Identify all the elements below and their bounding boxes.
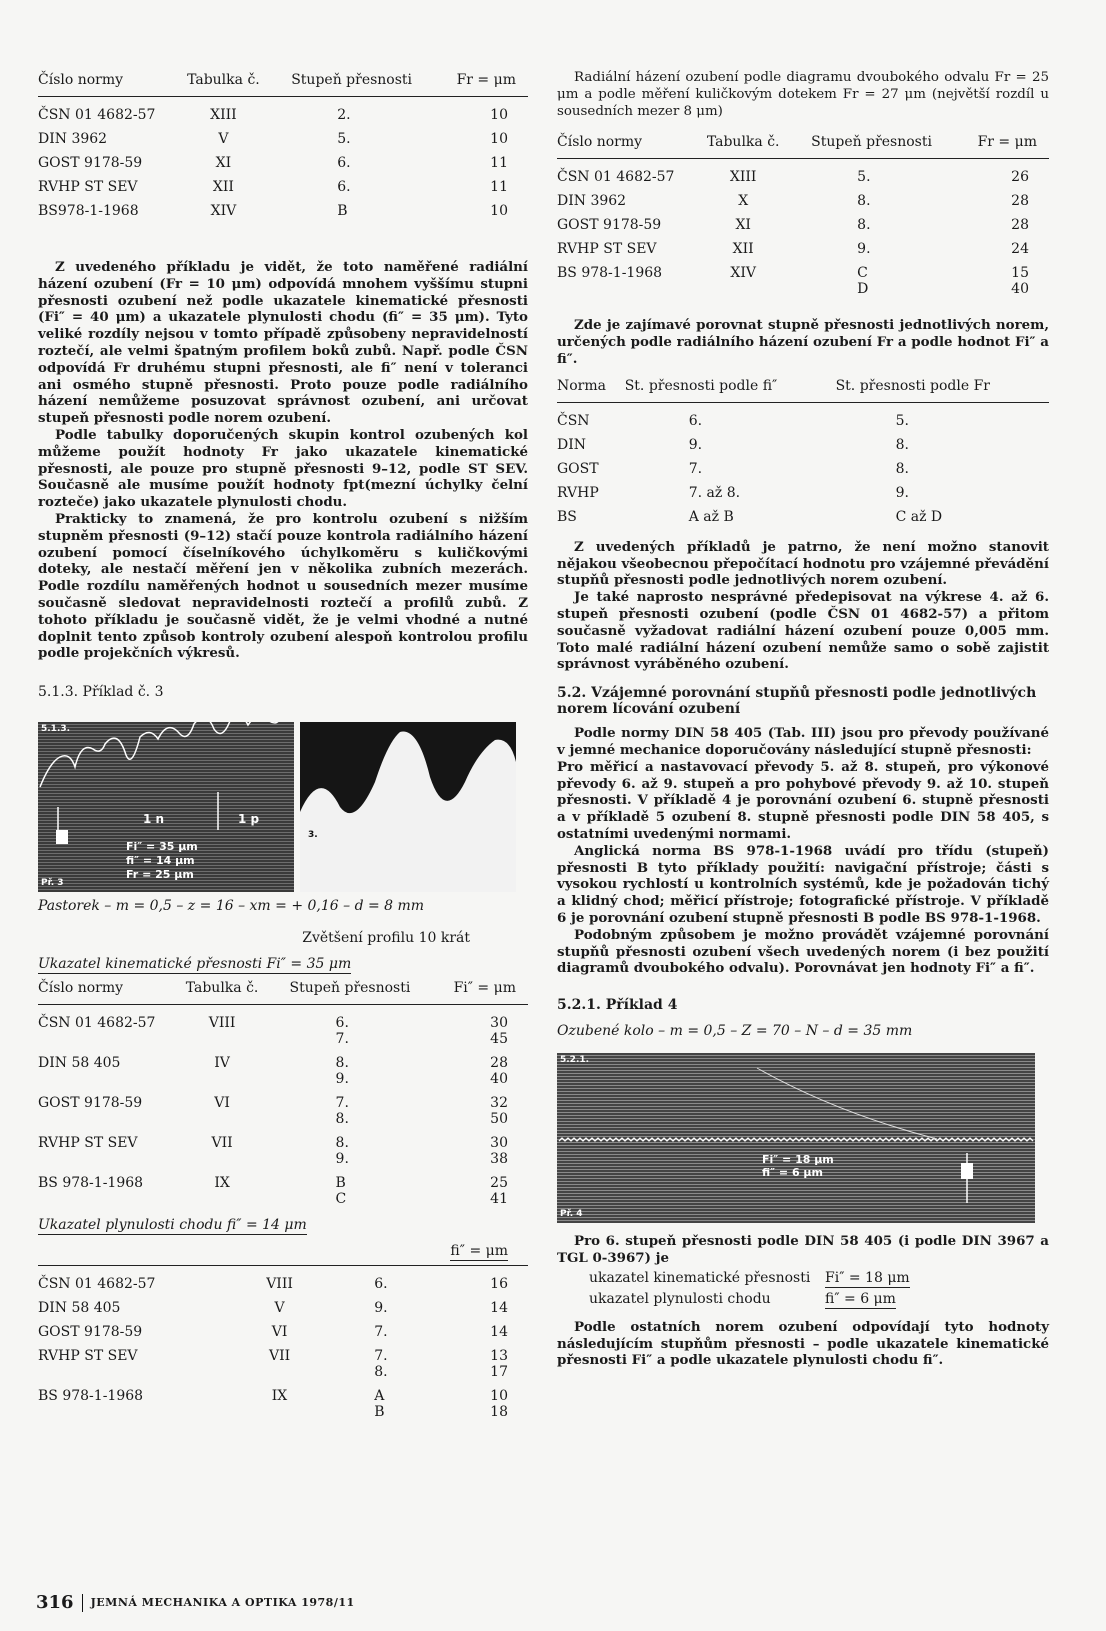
right-table-compare: [557, 376, 1049, 529]
cell: 9.: [374, 1300, 388, 1317]
cell: 30 45: [490, 1015, 508, 1048]
cell: B: [337, 203, 348, 219]
cell: ČSN: [557, 412, 590, 429]
cell: 6.: [337, 155, 351, 171]
cell: A B: [374, 1388, 385, 1421]
table-row: [557, 505, 1049, 529]
cell: 10: [490, 107, 508, 123]
left-table-kinematic: [38, 978, 528, 1211]
table-row: [557, 402, 1049, 433]
figure-caption: Pastorek – m = 0,5 – z = 16 – xm = + 0,16 – d = 8 mm: [38, 898, 425, 915]
plyn-value-row: [589, 1291, 1049, 1309]
cell: BS 978-1-1968: [557, 265, 663, 282]
cell: RVHP ST SEV: [557, 241, 657, 258]
paragraph: Z uvedeného příkladu je vidět, že toto naměřené radiální házení ozubení (Fr = 10 μm) odpovídá mnohem vyššímu stupni přesnosti ozubení než podle ukazatele kinematické přesnosti (Fi″ = 40 μm) a ukazatele plynulosti chodu (fi″ = 35 μm). Tyto veliké rozdíly nejsou v tomto případě způsobeny nepravidelností roztečí, ale velmi špatným profilem boků zubů. Např. podle ČSN odpovídá Fr druhému stupni přesnosti, ale fi″ není v toleranci ani osmého stupně přesnosti. Proto pouze podle radiálního házení nemůžeme posuzovat správnost ozubení, ani určovat stupeň přesnosti podle norem ozubení.: [38, 259, 528, 427]
cell: DIN 58 405: [38, 1055, 121, 1072]
figure-caption: Ozubené kolo – m = 0,5 – Z = 70 – N – d = 35 mm: [557, 1023, 913, 1040]
cell: V: [218, 131, 229, 147]
plyn-label: Ukazatel plynulosti chodu fi″ = 14 μm: [38, 1217, 307, 1234]
cell: B C: [335, 1175, 347, 1208]
paragraph: Podle normy DIN 58 405 (Tab. III) jsou pro převody používané v jemné mechanice doporučovány následující stupně přesnosti:: [557, 725, 1049, 758]
cell: VI: [214, 1095, 230, 1112]
cell: 7. až 8.: [688, 484, 741, 501]
cell: 5.: [337, 131, 351, 147]
col-header: St. přesnosti podle Fr: [836, 376, 1049, 403]
col-header: Tabulka č.: [699, 132, 787, 159]
col-header: Stupeň přesnosti: [787, 132, 962, 159]
kin-row-value: Fi″ = 18 μm: [825, 1269, 910, 1286]
magazine-name: JEMNÁ MECHANIKA A OPTIKA 1978/11: [90, 1596, 355, 1609]
table-row: [557, 481, 1049, 505]
cell: 7.: [374, 1324, 388, 1341]
cell: 9.: [895, 484, 909, 501]
cell: 8. 9.: [335, 1055, 349, 1088]
cell: BS978-1-1968: [38, 203, 139, 219]
cell: 14: [490, 1324, 508, 1341]
cell: 11: [490, 179, 508, 195]
table-row: [38, 151, 528, 175]
table-row: [557, 457, 1049, 481]
col-header: Stupeň přesnosti: [266, 978, 439, 1005]
cell: 6.: [337, 179, 351, 195]
cell: VIII: [208, 1015, 236, 1032]
cell: 28 40: [490, 1055, 508, 1088]
table-row: [38, 175, 528, 199]
cell: ČSN 01 4682-57: [38, 1276, 156, 1293]
cell: VII: [268, 1348, 291, 1365]
cell: 32 50: [490, 1095, 508, 1128]
cell: ČSN 01 4682-57: [557, 169, 675, 186]
cell: X: [738, 193, 749, 210]
cell: 11: [490, 155, 508, 171]
cell: 25 41: [490, 1175, 508, 1208]
section-heading: 5.2.1. Příklad 4: [557, 997, 678, 1014]
table-row: [38, 1005, 528, 1052]
cell: 6. 7.: [335, 1015, 349, 1048]
col-header: Číslo normy: [557, 132, 699, 159]
page-footer: [36, 1592, 355, 1613]
paragraph: Podobným způsobem je možno provádět vzájemné porovnání stupňů přesnosti ozubení všech uvedených norem (i bez použití diagramů dvoubokého odvalu). Porovnávat jen hodnoty Fi″ a fi″.: [557, 926, 1049, 977]
cell: GOST 9178-59: [38, 1324, 143, 1341]
col-header: Tabulka č.: [180, 70, 268, 97]
cell: 10: [490, 131, 508, 147]
cell: XIV: [730, 265, 756, 282]
left-table-smoothness: [38, 1265, 528, 1424]
paragraph: Z uvedených příkladů je patrno, že není možno stanovit nějakou všeobecnou přepočítací hodnotu pro vzájemné převádění stupňů přesnosti podle jednotlivých norem ozubení.: [557, 538, 1049, 589]
cell: RVHP ST SEV: [38, 1348, 138, 1365]
paragraph: Je také naprosto nesprávné předepisovat na výkrese 4. až 6. stupeň přesnosti ozubení (podle ČSN 01 4682-57) a přitom současně vyžadovat radiální házení ozubení pouze 0,005 mm. Toto malé radiální házení ozubení nemůže samo o sobě zajistit správnost vyráběného ozubení.: [557, 589, 1049, 673]
cell: XI: [735, 217, 751, 234]
cell: XIII: [210, 107, 237, 123]
section-heading: 5.2. Vzájemné porovnání stupňů přesnosti podle jednotlivých norem lícování ozubení: [557, 685, 1037, 718]
table-row: [38, 1131, 528, 1171]
figure-tag: 5.2.1.: [560, 1055, 590, 1066]
kin-row-label: ukazatel kinematické přesnosti: [589, 1269, 811, 1286]
table-label: [38, 956, 528, 972]
plyn-row-value: fi″ = 6 μm: [825, 1290, 896, 1307]
value-Fi: Fi″ = 35 μm: [126, 840, 198, 854]
col-header: Číslo normy: [38, 978, 179, 1005]
cell: DIN: [557, 436, 587, 453]
cell: BS 978-1-1968: [38, 1175, 144, 1192]
gear-teeth-svg: [300, 722, 516, 892]
cell: 10: [490, 203, 508, 219]
unit-label: fi″ = μm: [450, 1243, 508, 1260]
cell: V: [274, 1300, 285, 1317]
kin-label: Ukazatel kinematické přesnosti Fi″ = 35 μm: [38, 956, 352, 973]
table-row: [38, 1384, 528, 1424]
left-column: [38, 70, 528, 1424]
tooth-trace-svg: [557, 1053, 1035, 1223]
cell: GOST: [557, 460, 599, 477]
value-Fr: Fr = 25 μm: [126, 868, 194, 882]
cell: RVHP: [557, 484, 599, 501]
page-number: 316: [36, 1592, 74, 1613]
diagram-image-4: [557, 1053, 1035, 1223]
cell: 26: [1011, 169, 1029, 186]
col-header: Tabulka č.: [179, 978, 266, 1005]
paragraph: Podle tabulky doporučených skupin kontrol ozubených kol můžeme použít hodnoty Fr jako ukazatele kinematické přesnosti, ale pouze pro stupně přesnosti 9–12, podle ST SEV. Současně ale musíme použít hodnoty fpt(mezní úchylky čelní rozteče) jako ukazatele plynulosti chodu.: [38, 426, 528, 511]
cell: XII: [212, 179, 234, 195]
cell: DIN 58 405: [38, 1300, 121, 1317]
label-1p: 1 p: [238, 812, 260, 827]
table-row: [557, 261, 1049, 301]
table-row: [557, 213, 1049, 237]
cell: 13 17: [490, 1348, 508, 1381]
value-fi: fi″ = 14 μm: [126, 854, 195, 868]
cell: ČSN 01 4682-57: [38, 107, 156, 123]
cell: 16: [490, 1276, 508, 1293]
cell: XII: [732, 241, 754, 258]
photo-number: 3.: [308, 830, 318, 841]
table-row: [38, 1296, 528, 1320]
cell: XIII: [729, 169, 757, 186]
cell: 8.: [857, 193, 871, 210]
cell: C D: [857, 265, 869, 298]
cell: 8.: [857, 217, 871, 234]
kin-value-row: [589, 1270, 1049, 1288]
cell: 9.: [688, 436, 703, 453]
cell: XIV: [210, 203, 237, 219]
table-row: [557, 433, 1049, 457]
cell: 8.: [895, 460, 909, 477]
cell: 5.: [895, 412, 909, 429]
cell: 28: [1011, 217, 1029, 234]
table-row: [38, 1320, 528, 1344]
cell: XI: [215, 155, 232, 171]
cell: IX: [271, 1388, 288, 1405]
cell: 10 18: [490, 1388, 508, 1421]
figure-corner-tag: Př. 4: [560, 1209, 583, 1220]
figure-tag: 5.1.3.: [41, 724, 71, 735]
cell: 8.: [895, 436, 909, 453]
cell: VIII: [266, 1276, 293, 1293]
col-header: St. přesnosti podle fi″: [625, 376, 836, 403]
paragraph: Pro 6. stupeň přesnosti podle DIN 58 405 (i podle DIN 3967 a TGL 0-3967) je: [557, 1233, 1049, 1266]
cell: DIN 3962: [557, 193, 627, 210]
cell: C až D: [895, 508, 943, 525]
left-table-fr: [38, 70, 528, 223]
paragraph: Prakticky to znamená, že pro kontrolu ozubení s nižším stupněm přesnosti (9–12) stačí pouze kontrola radiálního házení ozubení pomocí číselníkového úchylkoměru s kuličkovými doteky, ale nestačí měření jen v několika zubních mezerách. Podle rozdílu naměřených hodnot u sousedních mezer musíme současně sledovat nepravidelnosti roztečí a profilů zubů. Z tohoto příkladu je současně vidět, že je velmi vhodné a nutné doplnit tento způsob kontroly ozubení alespoň kontrolou profilu podle projekčních výkresů.: [38, 510, 528, 662]
right-table-fr: [557, 132, 1049, 301]
paragraph: Zde je zajímavé porovnat stupně přesnosti jednotlivých norem, určených podle radiálního házení ozubení Fr a podle hodnot Fi″ a fi″.: [557, 317, 1049, 367]
table-row: [38, 1051, 528, 1091]
table-row: [557, 189, 1049, 213]
col-header: Fi″ = μm: [439, 978, 528, 1005]
col-header: Fr = μm: [442, 70, 528, 97]
paragraph: Anglická norma BS 978-1-1968 uvádí pro třídu (stupeň) přesnosti B tyto příklady použití: navigační přístroje; části s vysokou rychlostí u kontrolních systémů, kde je požadován tichý a klidný chod; měřicí přístroje; fotografické přístroje. V příkladě 6 je porovnání ozubení stupně přesnosti B podle BS 978-1-1968.: [557, 842, 1049, 926]
table-row: [557, 237, 1049, 261]
cell: IV: [214, 1055, 230, 1072]
cell: 8. 9.: [335, 1135, 349, 1168]
paragraph: Podle ostatních norem ozubení odpovídají tyto hodnoty následujícím stupňům přesnosti – podle ukazatele kinematické přesnosti Fi″ a podle ukazatele plynulosti chodu fi″.: [557, 1318, 1049, 1369]
table-row: [38, 199, 528, 223]
col-header: Stupeň přesnosti: [267, 70, 442, 97]
zoom-note: Zvětšení profilu 10 krát: [302, 930, 470, 947]
value-Fi: Fi″ = 18 μm: [762, 1153, 834, 1167]
cell: 14: [490, 1300, 508, 1317]
cell: 5.: [857, 169, 871, 186]
gear-profile-photo: [300, 722, 516, 892]
cell: BS: [557, 508, 577, 525]
cell: 7.: [688, 460, 703, 477]
col-header: Číslo normy: [38, 70, 180, 97]
table-row: [557, 159, 1049, 190]
cell: 7. 8.: [374, 1348, 388, 1381]
right-column: [557, 70, 1049, 1369]
cell: 6.: [688, 412, 703, 429]
table-label: [38, 1217, 528, 1233]
table-row: [38, 127, 528, 151]
table-row: [38, 1091, 528, 1131]
table-row: [38, 1266, 528, 1297]
cell: GOST 9178-59: [38, 1095, 143, 1112]
col-header: Norma: [557, 376, 625, 403]
cell: RVHP ST SEV: [38, 1135, 138, 1152]
cell: 24: [1011, 241, 1029, 258]
cell: GOST 9178-59: [557, 217, 662, 234]
cell: VI: [271, 1324, 288, 1341]
cell: BS 978-1-1968: [38, 1388, 144, 1405]
plyn-row-label: ukazatel plynulosti chodu: [589, 1290, 771, 1307]
cell: RVHP ST SEV: [38, 179, 138, 195]
cell: IX: [214, 1175, 230, 1192]
cell: 6.: [374, 1276, 388, 1293]
figure-corner-tag: Př. 3: [41, 878, 64, 889]
cell: DIN 3962: [38, 131, 108, 147]
table-row: [38, 97, 528, 128]
col-header: Fr = μm: [963, 132, 1050, 159]
cell: GOST 9178-59: [38, 155, 143, 171]
footer-divider: [82, 1594, 83, 1612]
value-fi: fi″ = 6 μm: [762, 1166, 823, 1180]
section-heading: 5.1.3. Příklad č. 3: [38, 684, 164, 701]
cell: 28: [1011, 193, 1029, 210]
cell: 2.: [337, 107, 351, 123]
table-row: [38, 1344, 528, 1384]
figure-3: [38, 722, 528, 892]
table-unit: [38, 1243, 508, 1259]
cell: 30 38: [490, 1135, 508, 1168]
cell: ČSN 01 4682-57: [38, 1015, 156, 1032]
cell: A až B: [688, 508, 734, 525]
paragraph: Radiální házení ozubení podle diagramu dvoubokého odvalu Fr = 25 μm a podle měření kuličkovým dotekem Fr = 27 μm (největší rozdíl u sousedních mezer 8 μm): [557, 70, 1049, 119]
cell: 7. 8.: [335, 1095, 349, 1128]
paragraph: Pro měřicí a nastavovací převody 5. až 8. stupeň, pro výkonové převody 6. až 9. stupeň a pro pohybové převody 9. až 10. stupeň přesnosti. V příkladě 4 je porovnání ozubení 6. stupně přesnosti a v příkladě 5 ozubení 8. stupně přesnosti podle DIN 58 405, s ostatními uvedenými normami.: [557, 758, 1049, 842]
cell: 15 40: [1011, 265, 1029, 298]
cell: 9.: [857, 241, 871, 258]
cell: VII: [211, 1135, 233, 1152]
label-1n: 1 n: [143, 812, 165, 827]
table-row: [38, 1171, 528, 1211]
diagram-image: [38, 722, 294, 892]
